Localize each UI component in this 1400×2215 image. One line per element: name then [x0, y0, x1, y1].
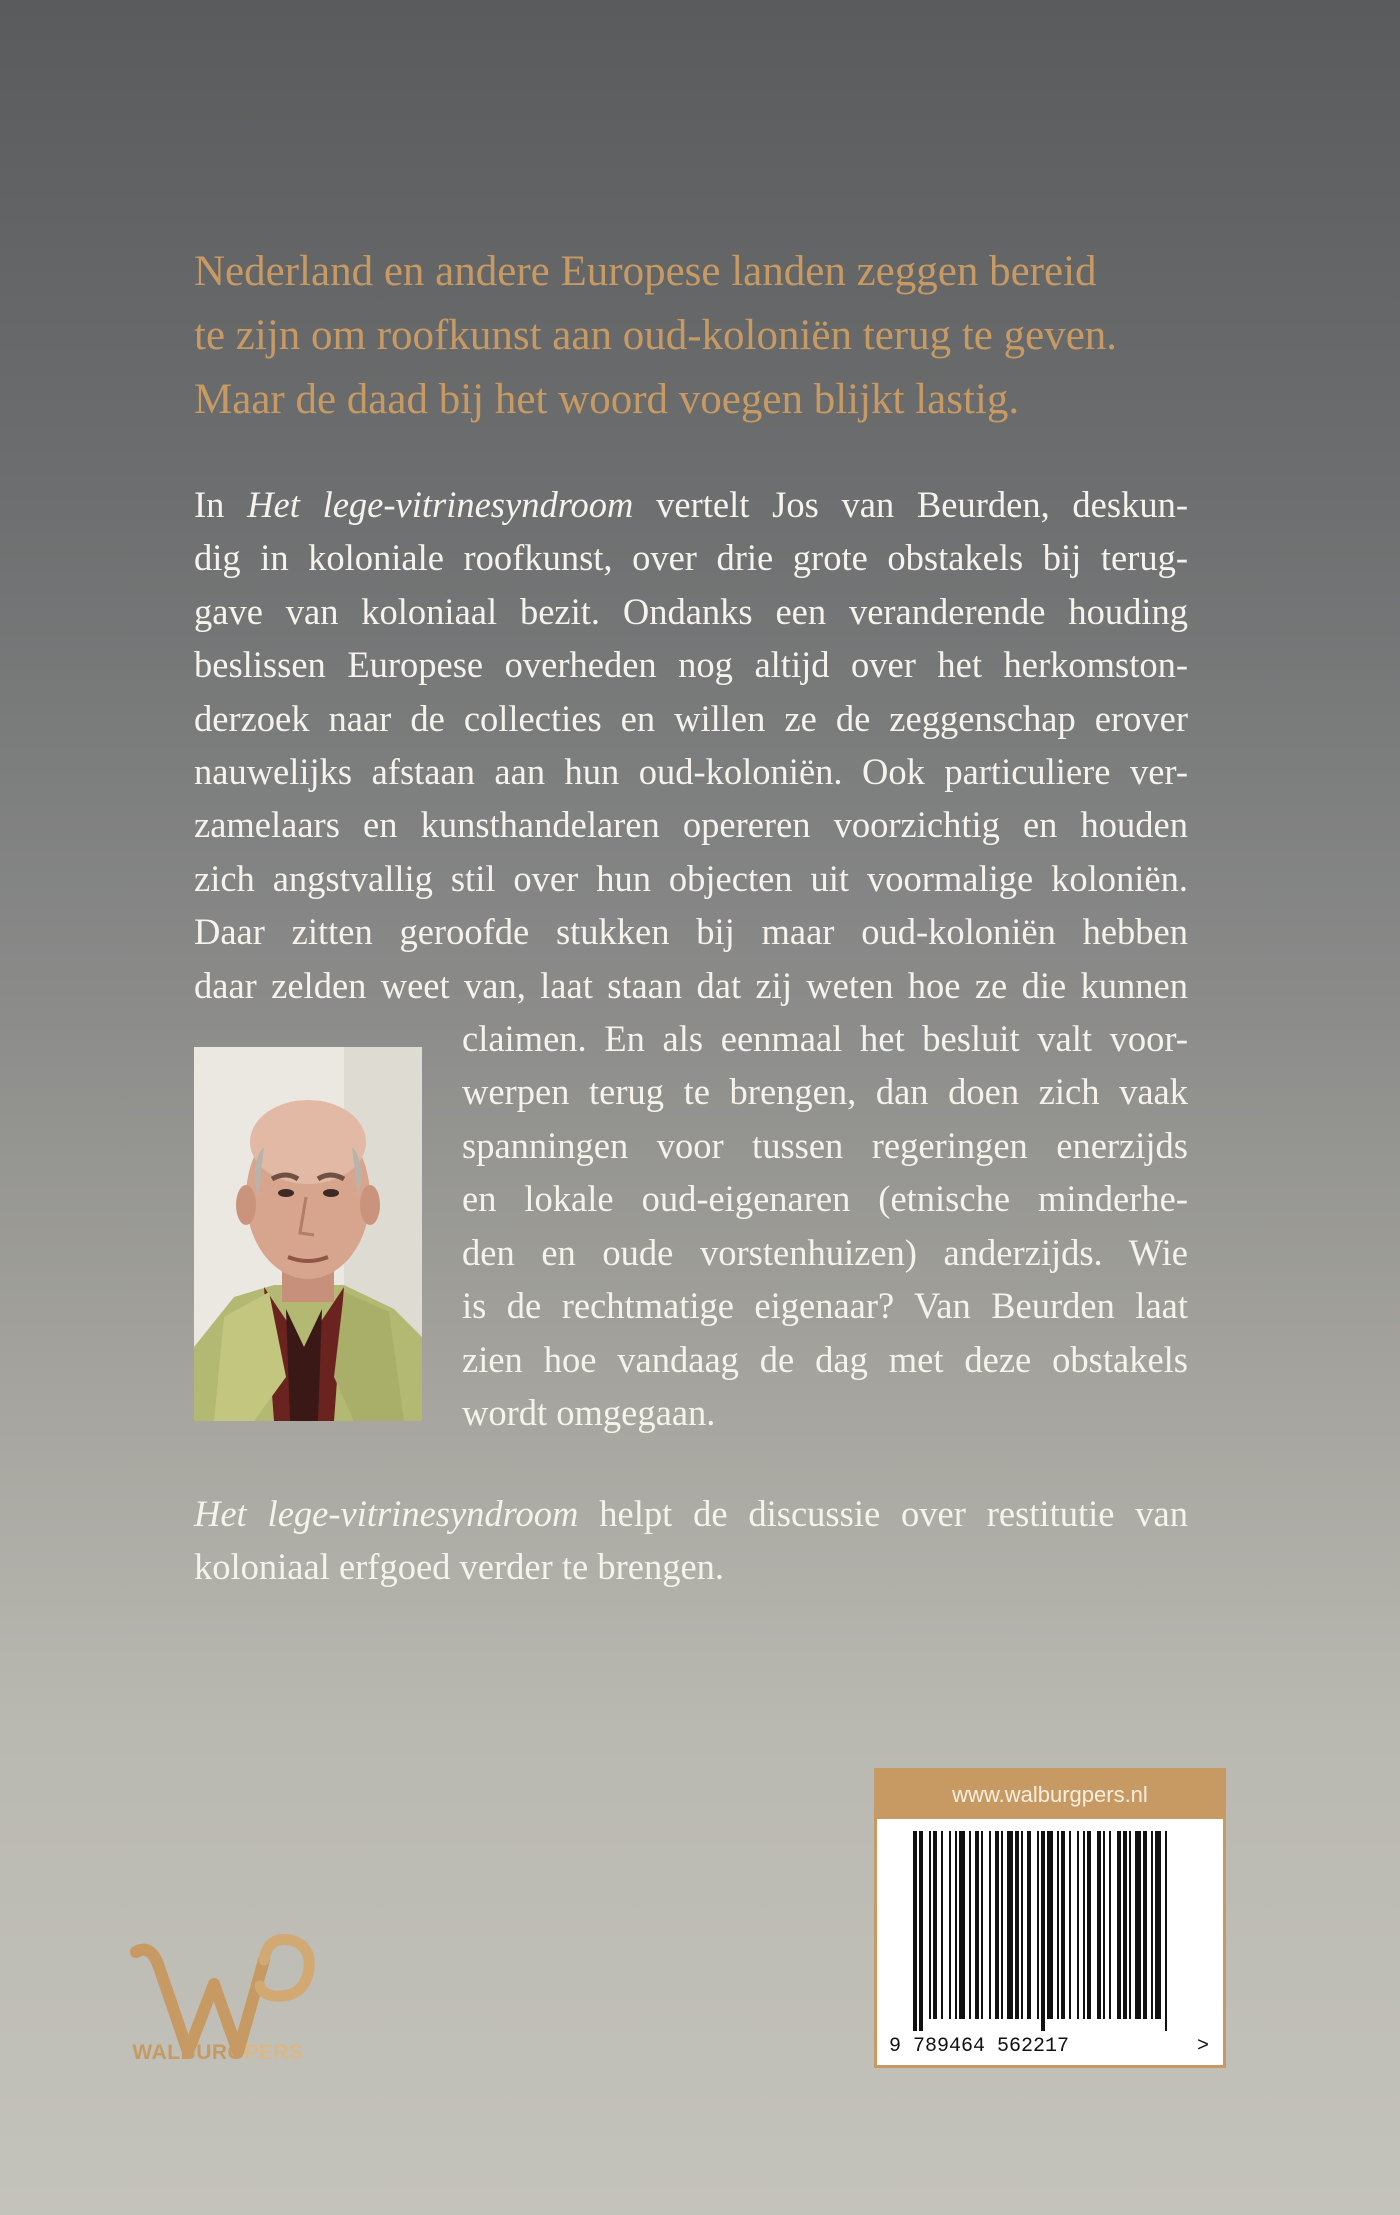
barcode-bar: [949, 1831, 951, 2019]
barcode-quiet-zone-mark: >: [1197, 2035, 1210, 2056]
description-line: is de rechtmatige eigenaar? Van Beurden laat: [462, 1285, 1188, 1327]
barcode-bar: [1041, 1831, 1045, 2031]
description-line: In Het lege-vitrinesyndroom vertelt Jos van Beurden, deskun-: [194, 484, 1188, 525]
barcode-bar: [1077, 1831, 1079, 2019]
description-line: zamelaars en kunsthandelaren opereren voorzichtig en houden: [194, 804, 1188, 846]
description-line: nauwelijks afstaan aan hun oud-koloniën. Ook particuliere ver-: [194, 751, 1188, 793]
barcode-bar: [929, 1831, 931, 2019]
barcode-bar: [995, 1831, 999, 2019]
barcode-bar: [1047, 1831, 1053, 2019]
description-line: gave van koloniaal bezit. Ondanks een veranderende houding: [194, 590, 1188, 632]
barcode-bar: [1001, 1831, 1003, 2019]
barcode-bar: [1087, 1831, 1091, 2019]
description-line: wordt omgegaan.: [462, 1391, 716, 1433]
description-line: dig in koloniale roofkunst, over drie grote obstakels bij terug-: [194, 537, 1188, 579]
barcode-bar: [1037, 1831, 1039, 2019]
isbn-barcode: [889, 1831, 1211, 2056]
author-photo-illustration: [194, 1047, 422, 1421]
barcode-bar: [981, 1831, 983, 2019]
barcode-bar: [955, 1831, 957, 2019]
closing-paragraph: [194, 1487, 1188, 1594]
barcode-bar: [1151, 1831, 1153, 2019]
description-line: zien hoe vandaag de dag met deze obstakels: [462, 1338, 1188, 1380]
barcode-bar: [1117, 1831, 1121, 2019]
blurb-line-1: Nederland en andere Europese landen zeggen bereid: [194, 248, 1097, 295]
barcode-bar: [1123, 1831, 1127, 2019]
author-portrait: [194, 1047, 422, 1421]
barcode-bar: [1027, 1831, 1031, 2019]
barcode-bar: [975, 1831, 979, 2019]
description-line: Daar zitten geroofde stukken bij maar oud-koloniën hebben: [194, 911, 1188, 953]
description-line: claimen. En als eenmaal het besluit valt voor-: [462, 1018, 1188, 1060]
blurb-line-2: te zijn om roofkunst aan oud-koloniën terug te geven.: [194, 312, 1118, 359]
cover-blurb: [194, 240, 1204, 432]
closing-line: Het lege-vitrinesyndroom helpt de discussie over restitutie van: [194, 1493, 1188, 1534]
barcode-bar: [1061, 1831, 1065, 2019]
barcode-bar: [1129, 1831, 1131, 2019]
barcode-bar: [919, 1831, 923, 2031]
closing-line: koloniaal erfgoed verder te brengen.: [194, 1546, 725, 1588]
barcode-bar: [1109, 1831, 1111, 2019]
publisher-name: WALBURGPERS: [132, 2041, 304, 2064]
barcode-bar: [933, 1831, 937, 2019]
barcode-bars: [913, 1831, 1167, 2031]
barcode-bar: [1015, 1831, 1019, 2019]
barcode-bar: [1097, 1831, 1101, 2019]
publisher-website: www.walburgpers.nl: [877, 1771, 1223, 1819]
barcode-bar: [913, 1831, 917, 2031]
barcode-panel: [874, 1768, 1226, 2068]
description-line: spanningen voor tussen regeringen enerzijds: [462, 1124, 1188, 1166]
barcode-bar: [941, 1831, 943, 2019]
description-line: beslissen Europese overheden nog altijd over het herkomston-: [194, 644, 1188, 686]
barcode-bar: [1021, 1831, 1023, 2019]
barcode-bar: [1007, 1831, 1013, 2019]
description-line: den en oude vorstenhuizen) anderzijds. Wie: [462, 1231, 1188, 1273]
isbn-digits: 9 789464 562217: [889, 2035, 1070, 2056]
barcode-bar: [1155, 1831, 1161, 2019]
barcode-bar: [1165, 1831, 1167, 2031]
barcode-bar: [959, 1831, 965, 2019]
barcode-bar: [1083, 1831, 1085, 2019]
blurb-line-3: Maar de daad bij het woord voegen blijkt lastig.: [194, 376, 1020, 423]
walburgpers-logo-icon: [118, 1930, 318, 2090]
barcode-bar: [1103, 1831, 1105, 2019]
description-line: derzoek naar de collecties en willen ze de zeggenschap erover: [194, 697, 1188, 739]
book-title-italic: Het lege-vitrinesyndroom: [247, 484, 634, 525]
description-line: zich angstvallig stil over hun objecten uit voormalige koloniën.: [194, 857, 1188, 899]
barcode-bar: [1057, 1831, 1059, 2019]
barcode-bar: [1069, 1831, 1071, 2019]
description-line: werpen terug te brengen, dan doen zich vaak: [462, 1071, 1188, 1113]
barcode-bar: [1135, 1831, 1141, 2019]
description-line: daar zelden weet van, laat staan dat zij weten hoe ze die kunnen: [194, 964, 1188, 1006]
barcode-bar: [989, 1831, 991, 2019]
description-line: en lokale oud-eigenaren (etnische minderhe-: [462, 1178, 1188, 1220]
book-title-italic: Het lege-vitrinesyndroom: [194, 1493, 579, 1534]
barcode-bar: [1143, 1831, 1147, 2019]
barcode-bar: [969, 1831, 971, 2019]
